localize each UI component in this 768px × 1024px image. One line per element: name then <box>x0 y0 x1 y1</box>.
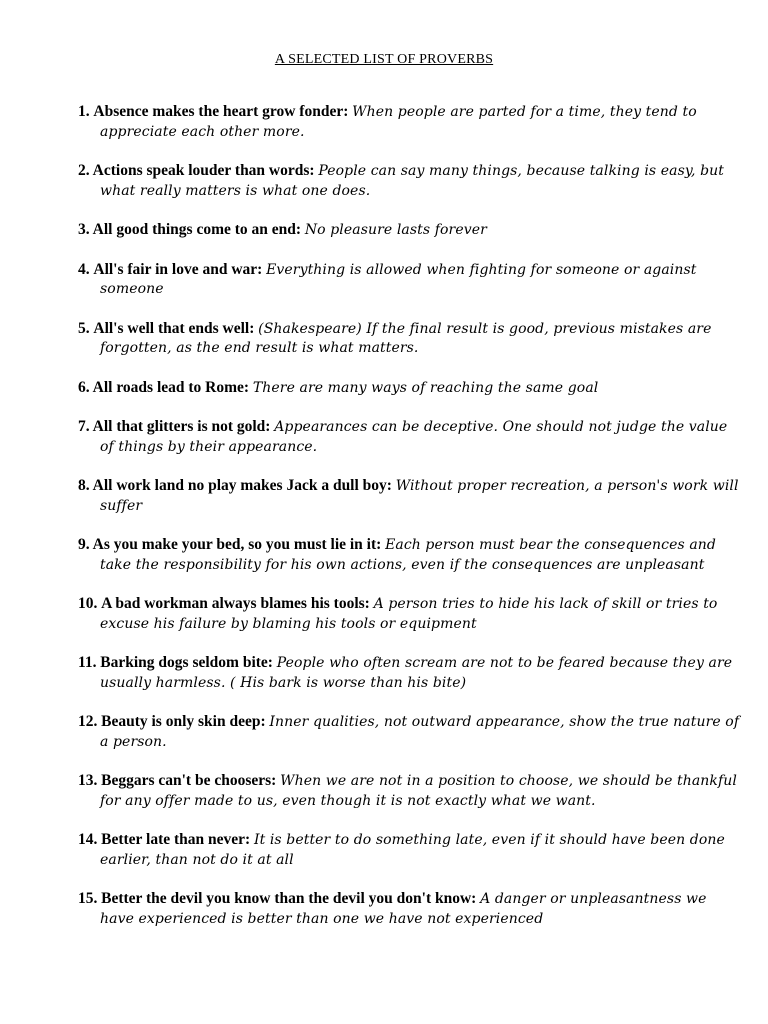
proverb-item <box>78 535 740 575</box>
proverb-number: 12. <box>78 713 98 730</box>
proverb-phrase: Absence makes the heart grow fonder: <box>93 103 349 120</box>
proverb-number: 5. <box>78 319 90 337</box>
proverb-phrase: All's fair in love and war: <box>93 260 263 278</box>
proverb-number: 15. <box>78 890 98 907</box>
proverb-phrase: Actions speak louder than words: <box>92 162 315 179</box>
proverb-number: 1. <box>78 103 90 120</box>
proverb-meaning: No pleasure lasts forever <box>304 222 487 238</box>
proverb-meaning: Appearances can be deceptive. One should not judge the value of things by their appearance. <box>100 419 728 455</box>
proverb-item <box>78 830 740 870</box>
proverb-number: 14. <box>78 831 98 848</box>
proverb-phrase: All good things come to an end: <box>92 221 302 238</box>
proverb-phrase: Barking dogs seldom bite: <box>100 654 273 671</box>
proverb-phrase: A bad workman always blames his tools: <box>101 595 370 612</box>
proverb-meaning: Everything is allowed when fighting for someone or against someone <box>100 261 697 297</box>
proverb-item <box>78 260 740 300</box>
proverb-item <box>78 653 740 693</box>
proverb-number: 3. <box>78 221 93 238</box>
proverb-item <box>78 476 740 516</box>
proverb-list <box>78 102 740 948</box>
proverb-item <box>78 771 740 811</box>
proverb-meaning: When people are parted for a time, they tend to appreciate each other more. <box>100 104 697 140</box>
proverb-phrase: All's well that ends well: <box>93 319 255 337</box>
proverb-item <box>78 417 740 457</box>
proverb-item <box>78 102 740 142</box>
proverb-number: 13. <box>78 772 98 789</box>
proverb-number: 7. <box>78 418 93 435</box>
proverb-meaning: Without proper recreation, a person's work will suffer <box>100 478 739 514</box>
proverb-phrase: Better late than never: <box>101 831 251 848</box>
proverb-number: 6. <box>78 378 93 396</box>
proverb-meaning: A person tries to hide his lack of skill or tries to excuse his failure by blaming his tools or equipment <box>100 596 718 632</box>
proverb-phrase: All that glitters is not gold: <box>92 418 271 435</box>
proverb-number: 11. <box>78 654 97 671</box>
page-title: A SELECTED LIST OF PROVERBS <box>274 52 494 67</box>
proverb-number: 2. <box>78 162 93 179</box>
proverb-meaning: (Shakespeare) If the final result is good, previous mistakes are forgotten, as the end result is what matters. <box>100 320 712 356</box>
proverb-item <box>78 378 740 399</box>
proverb-phrase: All work land no play makes Jack a dull boy: <box>92 477 392 494</box>
proverb-number: 10. <box>78 595 98 612</box>
proverb-meaning: There are many ways of reaching the same goal <box>252 379 599 396</box>
proverb-item <box>78 712 740 752</box>
proverb-item <box>78 889 740 929</box>
proverb-phrase: All roads lead to Rome: <box>92 378 250 396</box>
proverb-phrase: As you make your bed, so you must lie in it: <box>92 536 382 553</box>
proverb-item <box>78 220 740 241</box>
proverb-phrase: Better the devil you know than the devil you don't know: <box>101 890 477 907</box>
proverb-meaning: When we are not in a position to choose, we should be thankful for any offer made to us, even though it is not exactly what we want. <box>100 773 737 809</box>
proverb-number: 4. <box>78 260 90 278</box>
proverb-meaning: People who often scream are not to be feared because they are usually harmless. ( His bark is worse than his bite) <box>100 655 733 691</box>
proverb-number: 9. <box>78 536 93 553</box>
proverb-meaning: Inner qualities, not outward appearance, show the true nature of a person. <box>100 714 740 750</box>
proverb-item <box>78 161 740 201</box>
proverb-meaning: It is better to do something late, even if it should have been done earlier, than not do it at all <box>100 832 725 868</box>
proverb-item <box>78 594 740 634</box>
proverb-meaning: A danger or unpleasantness we have experienced is better than one we have not experienced <box>100 891 707 927</box>
proverb-meaning: People can say many things, because talking is easy, but what really matters is what one does. <box>100 163 725 199</box>
proverb-phrase: Beggars can't be choosers: <box>101 772 277 789</box>
proverb-number: 8. <box>78 477 93 494</box>
proverb-phrase: Beauty is only skin deep: <box>101 713 266 730</box>
proverb-meaning: Each person must bear the consequences and take the responsibility for his own actions, even if the consequences are unpleasant <box>100 537 716 573</box>
proverb-item <box>78 319 740 359</box>
